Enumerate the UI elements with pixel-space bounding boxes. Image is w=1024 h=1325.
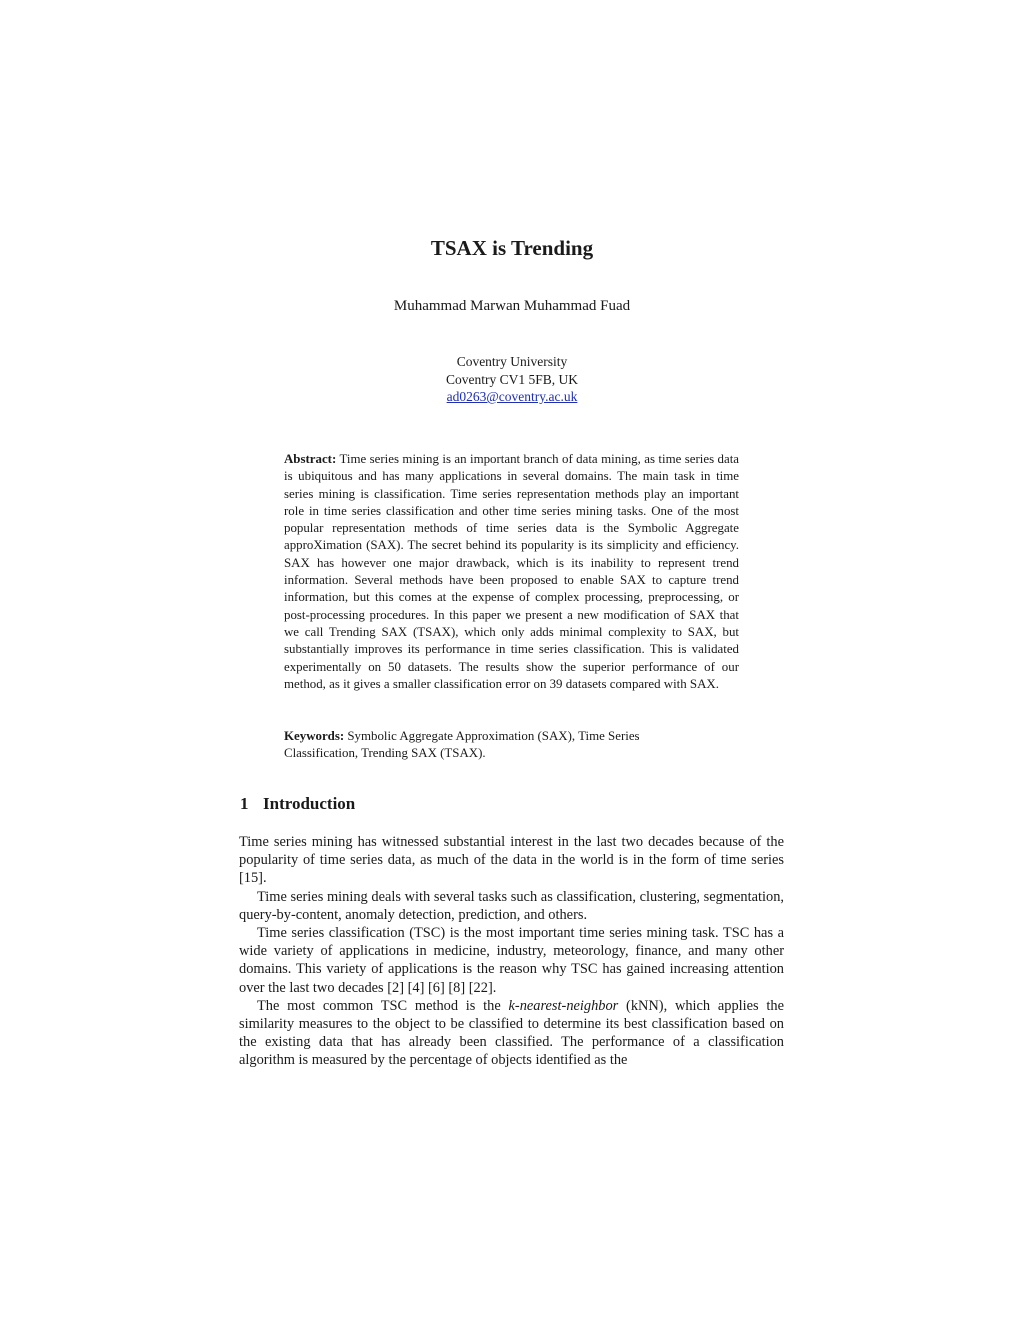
keywords [284, 728, 739, 763]
body-paragraph: Time series mining deals with several tasks such as classification, clustering, segmentation, query-by-content, anomaly detection, prediction, and others. [239, 888, 784, 923]
body-paragraph [239, 997, 784, 1070]
keywords-text-line1: Symbolic Aggregate Approximation (SAX), Time Series [347, 729, 640, 743]
introduction-body [239, 833, 784, 1070]
body-text: The most common TSC method is the [257, 997, 509, 1014]
body-paragraph: Time series classification (TSC) is the most important time series mining task. TSC has a wide variety of applications in medicine, industry, meteorology, finance, and many other domains. This variety of applications is the reason why TSC has gained increasing attention over the last two decades [2] [4] [6] [8] [22]. [239, 925, 784, 996]
abstract-label: Abstract: [284, 452, 337, 466]
body-text: (kNN), which applies the similarity measures to the object to be classified to determine its best classification based on the existing data that has already been classified. The performance of a classification algorithm is measured by the percentage of objects identified as the [239, 997, 784, 1069]
keywords-label: Keywords: [284, 729, 345, 743]
section-heading-introduction [240, 793, 355, 815]
section-title: Introduction [263, 794, 356, 813]
body-paragraph: Time series mining has witnessed substantial interest in the last two decades because of the popularity of time series data, as much of the data in the world is in the form of time series [15]. [239, 834, 784, 887]
paper-title: TSAX is Trending [430, 236, 594, 260]
abstract-text: Time series mining is an important branch of data mining, as time series data is ubiquitous and has many applications in several domains. The main task in time series mining is classification. Time series representation methods play an important role in time series classification and other time series mining tasks. One of the most popular representation methods of time series data is the Symbolic Aggregate approXimation (SAX). The secret behind its popularity is its simplicity and efficiency. SAX has however one major drawback, which is its inability to represent trend information. Several methods have been proposed to enable SAX to capture trend information, but this comes at the expense of complex processing, preprocessing, or post-processing procedures. In this paper we present a new modification of SAX that we call Trending SAX (TSAX), which only adds minimal complexity to SAX, but substantially improves its performance in time series classification. This is validated experimentally on 50 datasets. The results show the superior performance of our method, as it gives a smaller classification error on 39 datasets compared with SAX. [284, 452, 739, 691]
author-email-link[interactable]: ad0263@coventry.ac.uk [446, 389, 578, 404]
section-number: 1 [240, 794, 249, 813]
author-name: Muhammad Marwan Muhammad Fuad [393, 298, 631, 314]
knn-term: k-nearest-neighbor [508, 997, 619, 1014]
abstract [284, 451, 739, 693]
affiliation [0, 353, 1024, 406]
affiliation-address: Coventry CV1 5FB, UK [445, 371, 578, 387]
affiliation-university: Coventry University [456, 354, 568, 369]
keywords-text-line2: Classification, Trending SAX (TSAX). [284, 746, 486, 761]
